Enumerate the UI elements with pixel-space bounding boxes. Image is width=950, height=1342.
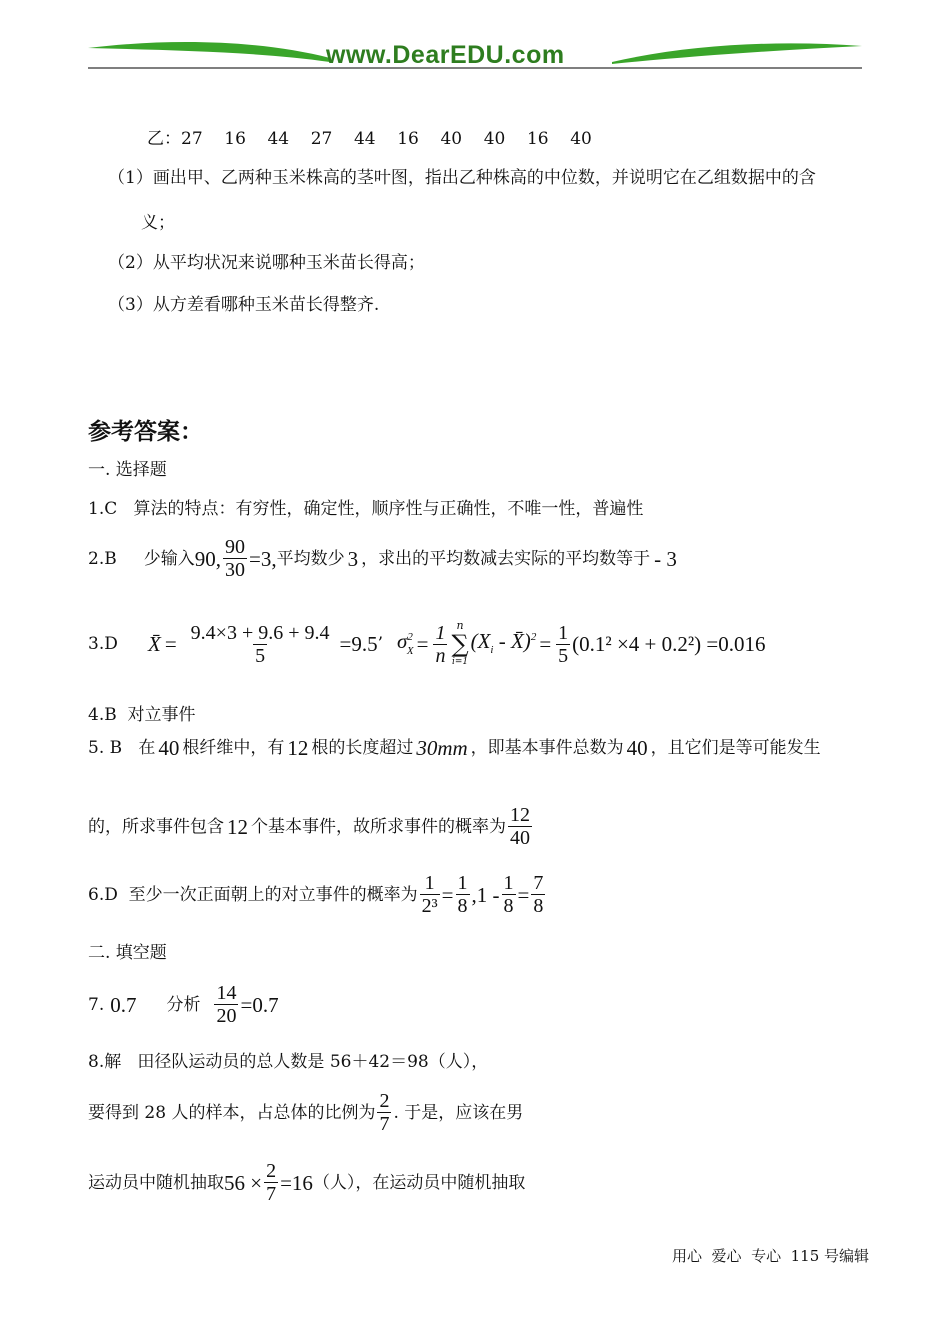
- fraction-denominator: 5: [255, 644, 266, 667]
- fraction-numerator: 2: [266, 1160, 277, 1182]
- answer-5-prefix: 5. B 在: [88, 738, 156, 758]
- xbar: X̄: [148, 632, 161, 656]
- n40b: 40: [626, 736, 648, 760]
- answer-2-v90: 90,: [194, 546, 221, 571]
- question-1: （1）画出甲、乙两种玉米株高的茎叶图，指出乙种株高的中位数，并说明它在乙组数据中的含: [108, 168, 816, 188]
- fraction-numerator: 2: [379, 1090, 390, 1112]
- fraction-numerator: 1: [503, 872, 514, 894]
- mean-result: =9.5: [339, 632, 378, 656]
- answer-5: [88, 738, 821, 758]
- answer-3-prefix: 3.D: [88, 634, 118, 654]
- term-sup: 2: [530, 631, 537, 644]
- text: 根的长度超过: [311, 738, 414, 758]
- text: 的，所求事件包含: [88, 816, 224, 837]
- summation: [451, 620, 468, 668]
- term-sub: i: [490, 644, 494, 657]
- section-choice: 一. 选择题: [88, 460, 167, 480]
- fraction-numerator: 14: [216, 982, 237, 1004]
- answer-2-fraction: [223, 536, 247, 581]
- text: （人），在运动员中随机抽取: [312, 1172, 526, 1193]
- fraction-numerator: 7: [533, 872, 544, 894]
- probability-fraction: [508, 804, 532, 849]
- n40: 40: [158, 736, 180, 760]
- analysis-label: 分析: [166, 994, 201, 1015]
- term: [471, 627, 537, 660]
- fraction-numerator: 9.4×3 + 9.6 + 9.4: [190, 621, 330, 644]
- question-3: （3）从方差看哪种玉米苗长得整齐.: [108, 295, 380, 315]
- answer-3: [88, 620, 766, 668]
- eq: =: [416, 632, 429, 656]
- fraction-denominator: 2³: [421, 895, 438, 917]
- text: ，即基本事件总数为: [470, 738, 624, 758]
- sigma-sup: 2: [407, 631, 413, 644]
- eq: =: [539, 632, 552, 656]
- fraction-denominator: 30: [224, 559, 245, 581]
- expr: 56 ×: [224, 1170, 263, 1195]
- text: 要得到 28 人的样本，占总体的比例为: [88, 1102, 376, 1123]
- mean-fraction: [183, 622, 338, 667]
- fraction-numerator: 90: [224, 536, 245, 558]
- answer-2-three: 3: [347, 546, 359, 571]
- answer-2-prefix: 2.B 少输入: [88, 548, 195, 569]
- answer-7: [88, 982, 279, 1027]
- fraction-numerator: 1: [435, 621, 446, 644]
- term-rest: - X̄): [493, 629, 531, 654]
- yi-data-row: 乙：27 16 44 27 44 16 40 40 16 40: [147, 129, 592, 149]
- variance-tail: (0.1² ×4 + 0.2²) =0.016: [572, 632, 766, 656]
- n12: 12: [287, 736, 309, 760]
- fraction-denominator: 7: [379, 1113, 390, 1135]
- answer-1: 1.C 算法的特点：有穷性，确定性，顺序性与正确性，不唯一性，普遍性: [88, 499, 644, 519]
- section-fill: 二. 填空题: [88, 943, 167, 963]
- answer-2-suffix: ，求出的平均数减去实际的平均数等于: [361, 548, 651, 569]
- page-footer: 用心 爱心 专心 115 号编辑: [672, 1247, 870, 1265]
- term-open: (X: [470, 629, 491, 654]
- n12: 12: [227, 814, 248, 839]
- answer-7-value: 0.7: [110, 992, 137, 1017]
- one-over-n: [433, 622, 447, 667]
- answer-2-eq: =3,: [248, 546, 277, 571]
- answer-8-line-1: 8.解 田径队运动员的总人数是 56＋42＝98（人），: [88, 1052, 489, 1072]
- fraction-numerator: 1: [558, 621, 569, 644]
- fraction-denominator: 8: [457, 895, 468, 917]
- sigma-symbol: σ: [397, 629, 408, 654]
- eq: =: [441, 882, 454, 907]
- fraction: [377, 1090, 391, 1135]
- eq: =: [164, 632, 177, 656]
- result: =16: [280, 1170, 313, 1195]
- text: 运动员中随机抽取: [88, 1172, 224, 1193]
- answer-2-mid: 平均数少: [276, 548, 345, 569]
- fraction: [456, 872, 470, 917]
- header: [0, 0, 950, 80]
- sep: ’: [377, 634, 384, 654]
- fraction-numerator: 1: [424, 872, 435, 894]
- sum-bottom: i=1: [451, 657, 469, 667]
- answer-5-cont: [88, 804, 534, 849]
- eq: =: [517, 882, 530, 907]
- fraction-denominator: 40: [510, 827, 530, 849]
- fraction: [502, 872, 516, 917]
- sigma-sub: X: [406, 644, 414, 657]
- mid: ,1 -: [471, 882, 500, 907]
- fraction: [214, 982, 238, 1027]
- fraction-denominator: 20: [216, 1005, 237, 1027]
- fraction-denominator: 5: [558, 644, 569, 667]
- text: ，且它们是等可能发生: [650, 738, 821, 758]
- text: . 于是，应该在男: [393, 1102, 524, 1123]
- length: 30mm: [416, 736, 468, 760]
- question-2: （2）从平均状况来说哪种玉米苗长得高；: [108, 253, 425, 273]
- fraction-numerator: 12: [510, 804, 530, 826]
- fraction-denominator: 8: [533, 895, 544, 917]
- fraction-denominator: 8: [503, 895, 514, 917]
- answer-7-result: =0.7: [240, 992, 279, 1017]
- answers-heading: 参考答案：: [88, 419, 203, 445]
- one-fifth: [556, 622, 570, 667]
- answer-8-line-3: [88, 1160, 525, 1205]
- answer-2-neg3: - 3: [654, 546, 677, 571]
- fraction: [531, 872, 545, 917]
- fraction: [420, 872, 440, 917]
- fraction-denominator: 7: [266, 1183, 277, 1205]
- answer-6: [88, 872, 547, 917]
- text: 个基本事件，故所求事件的概率为: [251, 816, 506, 837]
- answer-8-line-2: [88, 1090, 523, 1135]
- fraction: [264, 1160, 278, 1205]
- answer-4: 4.B 对立事件: [88, 705, 196, 725]
- fraction-numerator: 1: [457, 872, 468, 894]
- text: 根纤维中，有: [182, 738, 285, 758]
- answer-6-prefix: 6.D 至少一次正面朝上的对立事件的概率为: [88, 884, 418, 905]
- answer-2: [88, 536, 677, 581]
- sum-icon: ∑: [451, 630, 469, 658]
- question-1-cont: 义；: [141, 213, 175, 233]
- sigma: [397, 627, 414, 660]
- sum-top: n: [456, 619, 464, 632]
- fraction-denominator: n: [435, 644, 446, 667]
- site-logo-text: www.DearEDU.com: [326, 41, 565, 69]
- answer-7-prefix: 7.: [88, 994, 105, 1015]
